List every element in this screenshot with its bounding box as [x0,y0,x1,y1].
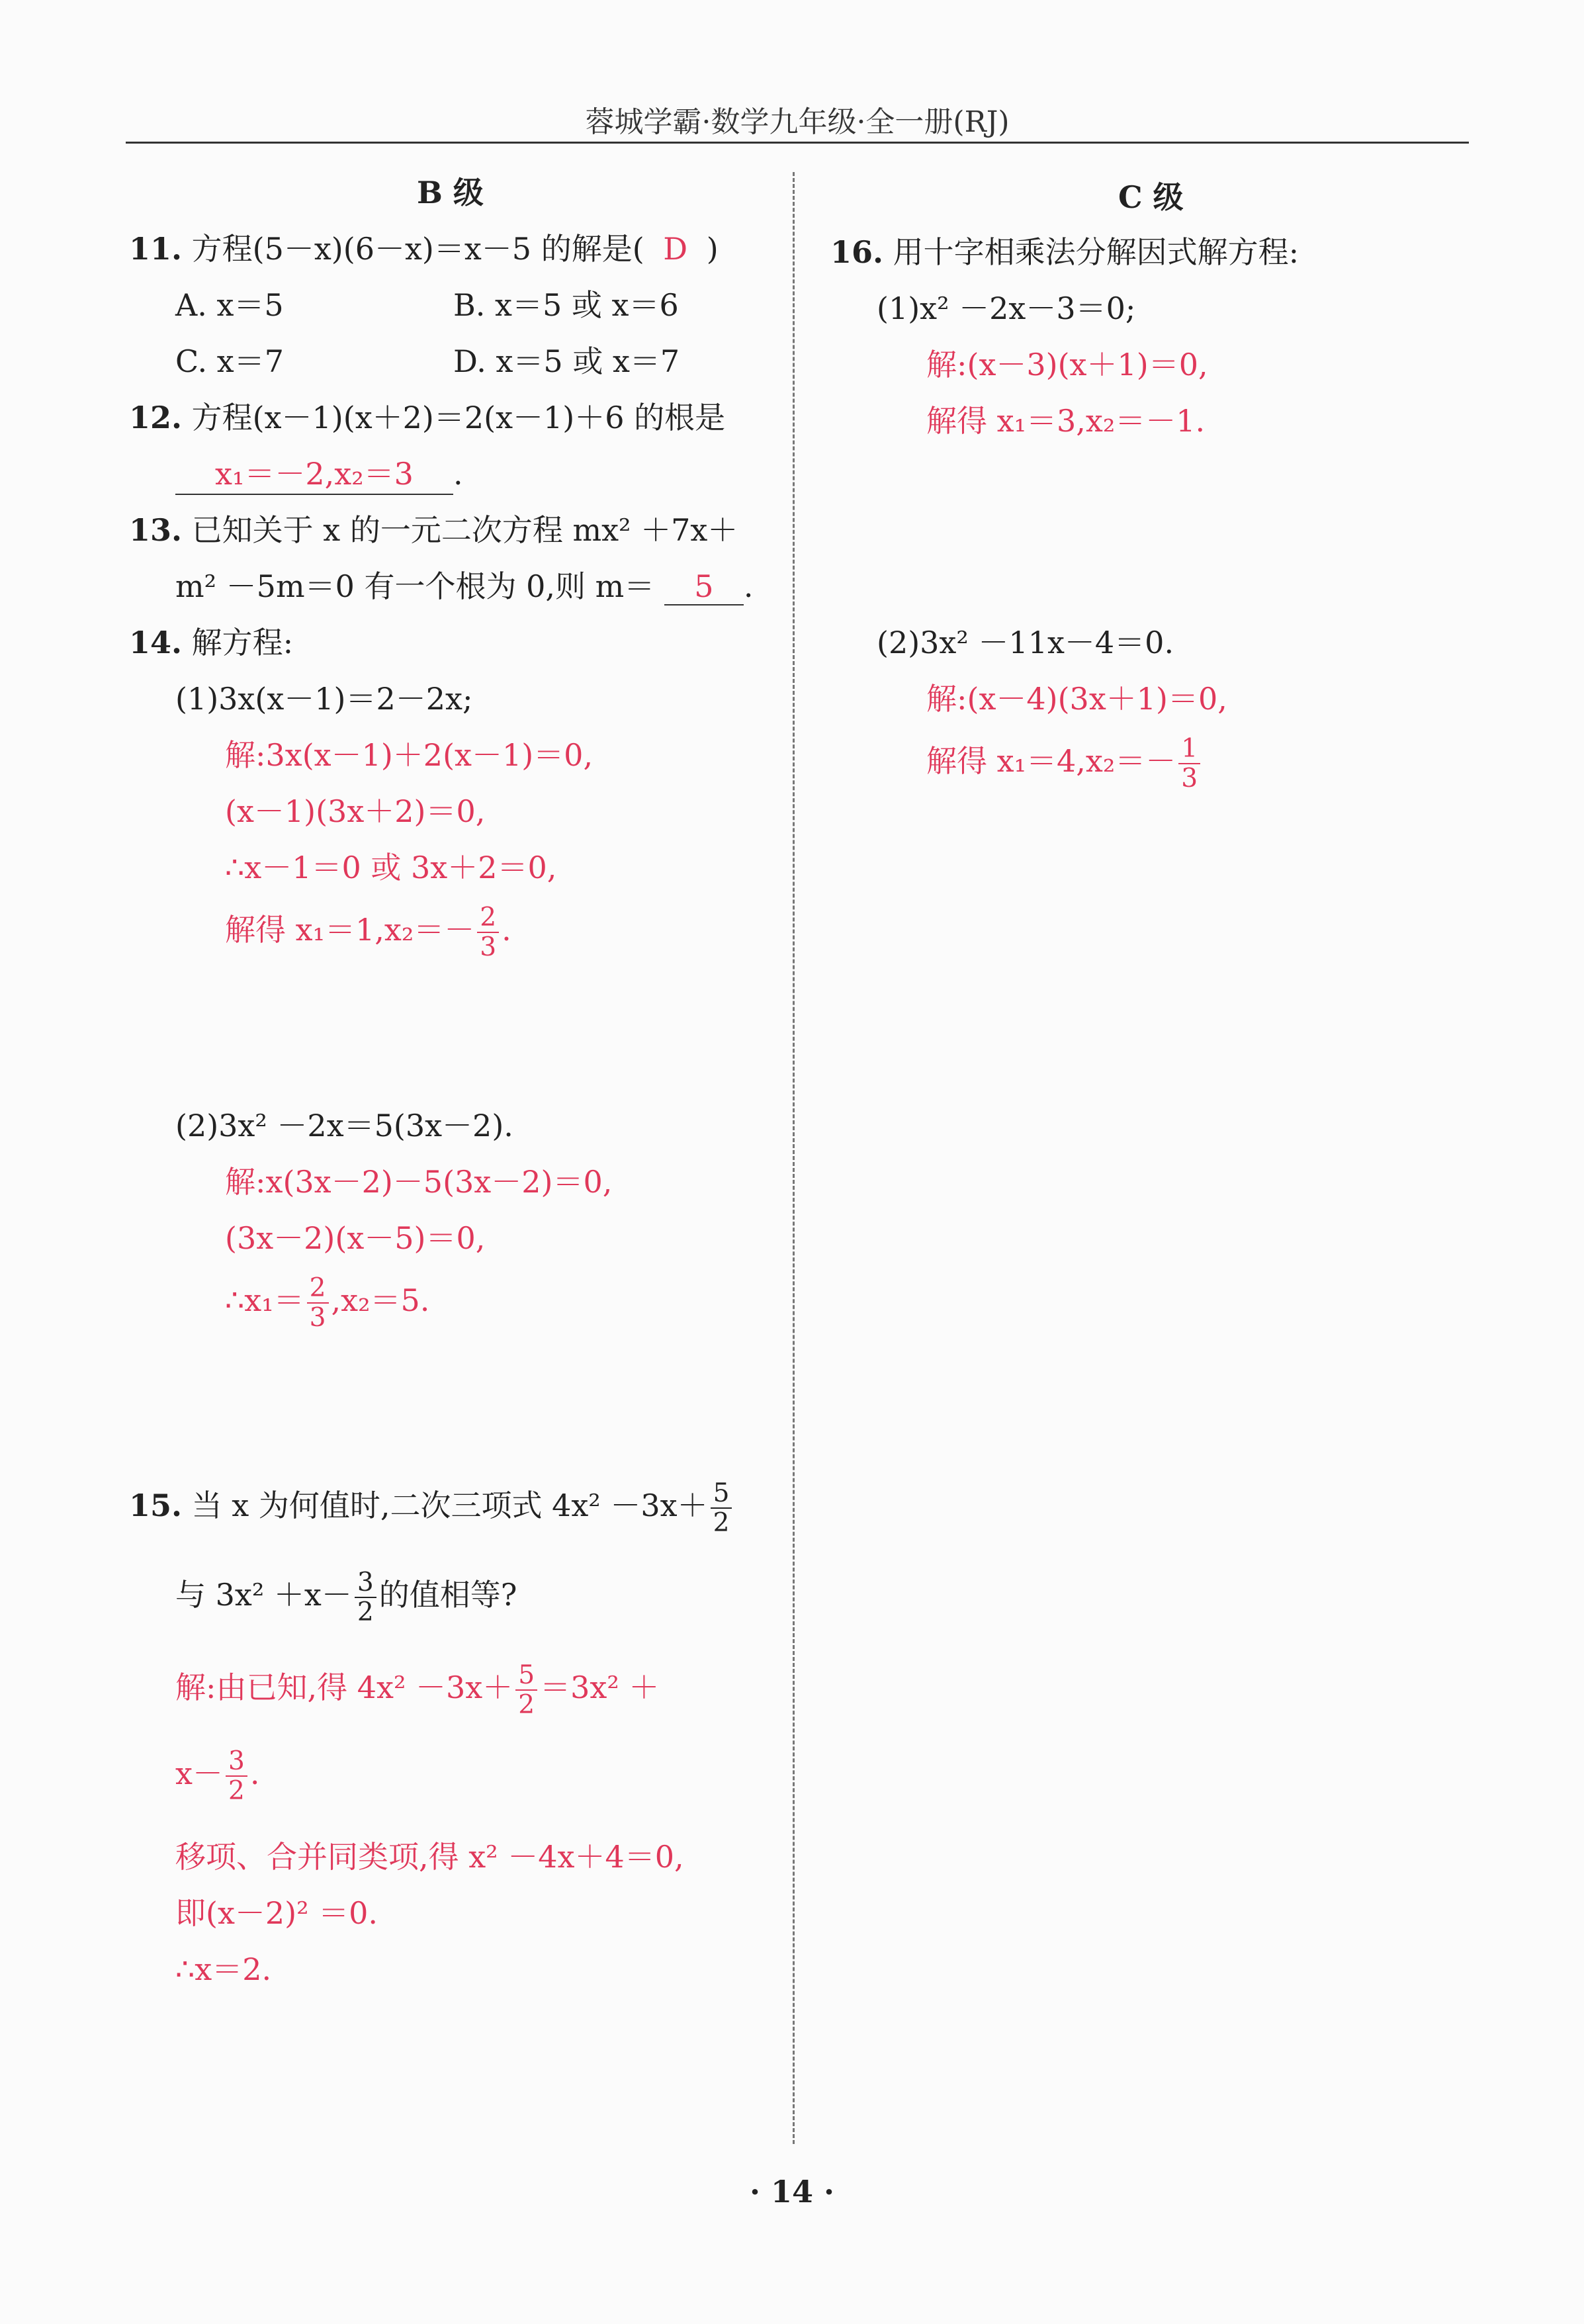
q14-p1-solution-line-1: 解:3x(x－1)＋2(x－1)＝0, [225,737,594,773]
solution-text-end: ＝3x² ＋ [540,1670,660,1705]
question-number: 14. [129,625,183,660]
fraction [226,1747,247,1805]
q16-p2-final [926,735,1203,793]
denominator: 2 [518,1690,535,1720]
q14-part-2: (2)3x² －2x＝5(3x－2). [175,1108,513,1143]
q16-part-2: (2)3x² －11x－4＝0. [877,625,1174,660]
question-16 [830,228,1299,272]
fraction [515,1661,537,1719]
final-end: . [502,912,511,948]
answer-blank: 5 [664,568,744,605]
denominator: 3 [480,932,497,962]
q16-p2-solution-line-1: 解:(x－4)(3x＋1)＝0, [926,681,1227,717]
question-12 [129,394,725,437]
column-divider [793,172,795,2144]
question-number: 12. [129,400,183,435]
final-end: ,x₂＝5. [331,1282,430,1318]
q16-p1-solution-line-1: 解:(x－3)(x＋1)＝0, [926,347,1208,382]
question-line-2: m² －5m＝0 有一个根为 0,则 m＝ [175,568,655,604]
question-stem: 方程(x－1)(x＋2)＝2(x－1)＋6 的根是 [191,400,726,435]
question-11 [129,225,719,269]
question-line-2-end: 的值相等? [378,1577,517,1613]
numerator: 3 [226,1747,247,1777]
q15-solution-line-1 [175,1661,659,1719]
close-paren: ) [706,231,719,267]
q14-p1-solution-line-3: ∴x－1＝0 或 3x＋2＝0, [225,850,557,885]
question-number: 11. [129,231,183,267]
denominator: 3 [1181,764,1198,793]
q14-p1-solution-line-2: (x－1)(3x＋2)＝0, [225,793,486,829]
q15-solution-line-4: 即(x－2)² ＝0. [175,1895,378,1931]
solution-text-end: . [249,1756,260,1791]
level-c-heading: C 级 [1118,179,1184,215]
numerator: 3 [355,1568,376,1598]
question-stem: 用十字相乘法分解因式解方程: [893,234,1299,270]
q16-p1-solution-line-2: 解得 x₁＝3,x₂＝－1. [926,403,1206,439]
numerator: 2 [477,903,499,933]
option-b: B. x＝5 或 x＝6 [453,287,679,323]
period: . [743,568,754,604]
option-c: C. x＝7 [175,343,285,379]
q14-p2-solution-line-2: (3x－2)(x－5)＝0, [225,1220,486,1256]
final-text: ∴x₁＝ [225,1282,304,1318]
option-a: A. x＝5 [175,287,284,323]
question-15-line-2 [175,1568,517,1627]
header-rule [126,142,1469,144]
numerator: 5 [711,1479,732,1509]
denominator: 3 [309,1303,326,1333]
question-13-line-2 [175,562,753,606]
fraction [355,1568,376,1627]
solution-text: x－ [175,1756,223,1791]
period: . [453,456,463,492]
question-stem: 解方程: [191,625,294,660]
q14-part-1: (1)3x(x－1)＝2－2x; [175,681,473,717]
page-header: 蓉城学霸·数学九年级·全一册(RJ) [585,105,1010,139]
solution-text: 解:由已知,得 4x² －3x＋ [175,1670,513,1705]
question-12-blank [175,450,463,495]
fraction [1178,735,1200,793]
final-text: 解得 x₁＝4,x₂＝－ [926,743,1176,779]
fraction [307,1274,329,1332]
question-15 [129,1479,734,1537]
question-number: 13. [129,512,183,548]
q15-solution-line-5: ∴x＝2. [175,1951,272,1987]
question-number: 16. [830,234,884,270]
q16-part-1: (1)x² －2x－3＝0; [877,290,1136,326]
question-stem: 方程(5－x)(6－x)＝x－5 的解是( [191,231,644,267]
denominator: 2 [357,1597,374,1627]
q14-p1-final [225,903,511,961]
question-number: 15. [129,1488,183,1523]
question-line-2: 与 3x² ＋x－ [175,1577,352,1613]
q14-p2-solution-line-1: 解:x(3x－2)－5(3x－2)＝0, [225,1164,613,1200]
numerator: 1 [1178,735,1200,764]
question-line-1: 已知关于 x 的一元二次方程 mx² ＋7x＋ [191,512,738,548]
level-b-heading: B 级 [417,175,484,210]
denominator: 2 [228,1776,245,1806]
denominator: 2 [713,1508,730,1538]
answer-blank: x₁＝－2,x₂＝3 [175,450,453,495]
answer-choice: D [663,231,688,267]
page-number: · 14 · [749,2174,835,2210]
question-13 [129,506,738,550]
final-text: 解得 x₁＝1,x₂＝－ [225,912,475,948]
option-d: D. x＝5 或 x＝7 [453,343,680,379]
q15-solution-line-2 [175,1747,259,1805]
fraction [711,1479,732,1537]
numerator: 5 [515,1661,537,1691]
numerator: 2 [307,1274,329,1304]
fraction [477,903,499,961]
q15-solution-line-3: 移项、合并同类项,得 x² －4x＋4＝0, [175,1839,684,1875]
question-line-1: 当 x 为何值时,二次三项式 4x² －3x＋ [191,1488,708,1523]
q14-p2-final [225,1274,429,1332]
question-14 [129,619,293,662]
